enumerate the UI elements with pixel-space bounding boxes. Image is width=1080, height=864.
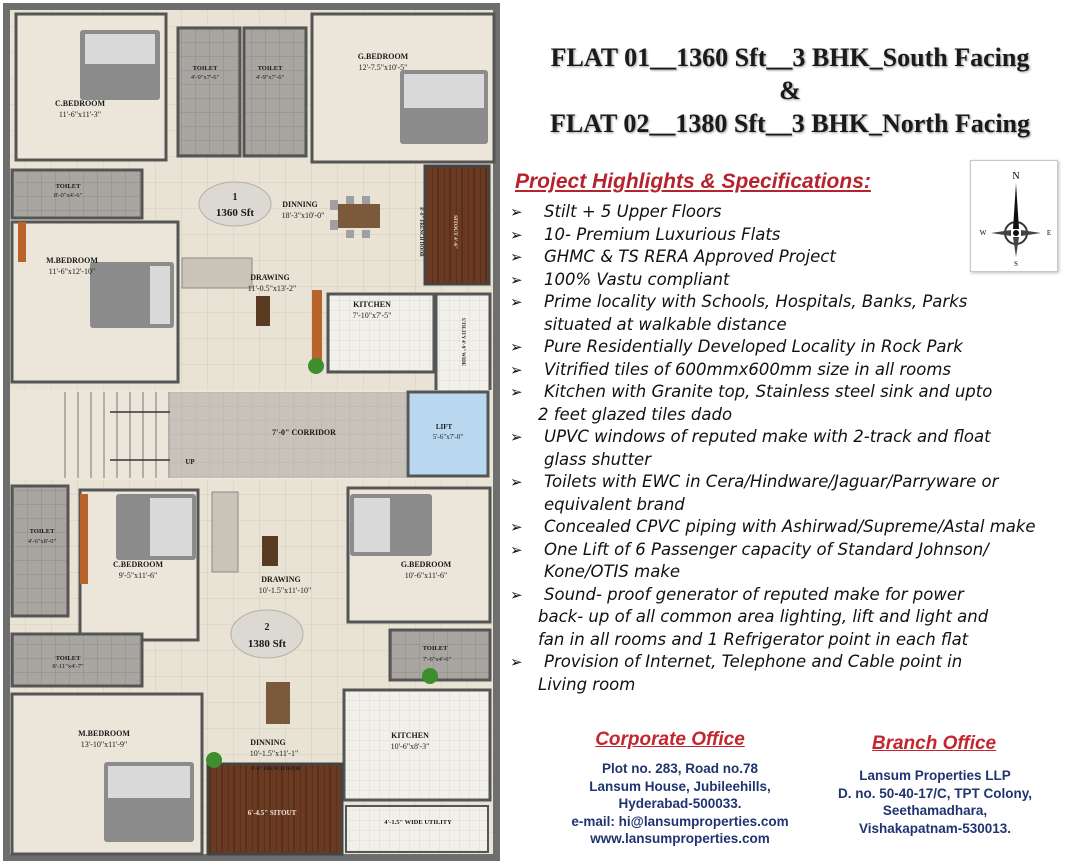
room-label: UTILITY 4'-9" WIDE bbox=[460, 317, 465, 367]
room-label: C.BEDROOM bbox=[55, 99, 105, 108]
room-size: 7'-6"x4'-6" bbox=[422, 656, 452, 663]
bullet-arrow-icon: ➢ bbox=[510, 383, 523, 401]
highlight-line: situated at walkable distance bbox=[544, 314, 787, 334]
door-label: 8'-0" FRENCH DOOR bbox=[251, 767, 301, 772]
highlight-item bbox=[510, 291, 1075, 336]
highlight-line: back- up of all common area lighting, lift and light and bbox=[538, 607, 989, 626]
highlight-line: glass shutter bbox=[544, 449, 651, 469]
room-size: 9'-5"x11'-6" bbox=[118, 571, 158, 580]
flat1-number: 1 bbox=[232, 192, 238, 203]
room-label: KITCHEN bbox=[353, 300, 391, 309]
flat02-title: FLAT 02__1380 Sft__3 BHK_North Facing bbox=[549, 109, 1031, 138]
highlight-item bbox=[510, 539, 1075, 584]
room-size: 7'-10"x7'-5" bbox=[352, 311, 392, 320]
highlights-list bbox=[510, 201, 1075, 696]
bullet-arrow-icon: ➢ bbox=[510, 270, 523, 289]
address-line: Plot no. 283, Road no.78 bbox=[601, 761, 759, 776]
corporate-office-address bbox=[540, 760, 820, 848]
room-label: DINNING bbox=[250, 738, 286, 747]
highlight-line: equivalent brand bbox=[544, 494, 685, 514]
highlight-line: Vitrified tiles of 600mmx600mm size in all rooms bbox=[544, 359, 951, 379]
highlight-line: Living room bbox=[538, 674, 636, 694]
title-ampersand: & bbox=[779, 76, 801, 105]
highlight-line: Kitchen with Granite top, Stainless steel sink and upto bbox=[544, 382, 993, 401]
address-line: D. no. 50-40-17/C, TPT Colony, bbox=[837, 785, 1033, 801]
room-label: DINNING bbox=[282, 200, 318, 209]
door-label: 8'-0" FRENCH DOOR bbox=[418, 207, 423, 257]
address-line: www.lansumproperties.com bbox=[590, 831, 770, 846]
address-line: Hyderabad-500033. bbox=[618, 796, 742, 811]
highlight-item bbox=[510, 426, 1075, 471]
highlight-line: Prime locality with Schools, Hospitals, Banks, Parks bbox=[544, 292, 968, 311]
room-label: 7'-0" CORRIDOR bbox=[272, 428, 336, 437]
room-size: 10'-6"x8'-3" bbox=[390, 742, 430, 751]
compass-n: N bbox=[1012, 171, 1020, 182]
highlight-item bbox=[510, 269, 1075, 292]
bullet-arrow-icon: ➢ bbox=[510, 518, 523, 536]
room-label: TOILET bbox=[192, 65, 218, 72]
room-label: TOILET bbox=[55, 655, 81, 662]
compass-w: W bbox=[979, 229, 987, 237]
compass-s: S bbox=[1014, 260, 1018, 268]
room-size: 10'-6"x11'-6" bbox=[404, 571, 448, 580]
room-label: SITOUT 4'-6" bbox=[452, 215, 458, 249]
room-size: 8'-0"x4'-6" bbox=[53, 192, 83, 199]
room-size: 10'-1.5"x11'-10" bbox=[258, 586, 312, 595]
room-label: M.BEDROOM bbox=[78, 729, 130, 738]
highlight-item bbox=[510, 246, 1075, 269]
room-label: TOILET bbox=[55, 183, 81, 190]
bullet-arrow-icon: ➢ bbox=[510, 360, 523, 379]
flat2-area: 1380 Sft bbox=[247, 638, 287, 650]
room-size: 11'-6"x12'-10" bbox=[48, 267, 96, 276]
bullet-arrow-icon: ➢ bbox=[510, 248, 523, 266]
bullet-arrow-icon: ➢ bbox=[510, 473, 523, 491]
branch-office-address bbox=[800, 767, 1070, 837]
address-line: Lansum Properties LLP bbox=[859, 768, 1011, 783]
highlight-item bbox=[510, 651, 1075, 696]
room-size: 8'-11"x4'-7" bbox=[52, 663, 84, 670]
compass-e: E bbox=[1046, 229, 1052, 237]
room-size: 18'-3"x10'-0" bbox=[281, 211, 325, 220]
room-size: 4'-6"x8'-0" bbox=[27, 538, 57, 545]
room-label: DRAWING bbox=[261, 575, 301, 584]
bullet-arrow-icon: ➢ bbox=[510, 540, 523, 559]
room-label: 4'-1.5" WIDE UTILITY bbox=[384, 819, 452, 826]
bullet-arrow-icon: ➢ bbox=[510, 585, 523, 604]
highlight-item bbox=[510, 359, 1075, 382]
highlight-line: Kone/OTIS make bbox=[544, 562, 681, 581]
flat1-area: 1360 Sft bbox=[215, 207, 255, 219]
highlight-item bbox=[510, 224, 1075, 247]
highlight-line: 2 feet glazed tiles dado bbox=[538, 404, 733, 424]
bullet-arrow-icon: ➢ bbox=[510, 293, 523, 311]
highlight-item bbox=[510, 471, 1075, 516]
highlight-line: Stilt + 5 Upper Floors bbox=[544, 202, 722, 221]
room-label: TOILET bbox=[257, 65, 283, 72]
highlight-line: Provision of Internet, Telephone and Cable point in bbox=[544, 652, 963, 671]
bullet-arrow-icon: ➢ bbox=[510, 203, 523, 221]
room-label: KITCHEN bbox=[391, 731, 429, 740]
highlight-line: Pure Residentially Developed Locality in Rock Park bbox=[544, 337, 963, 356]
room-size: 10'-1.5"x11'-1" bbox=[249, 749, 299, 758]
highlight-line: fan in all rooms and 1 Refrigerator point in each flat bbox=[538, 629, 969, 649]
highlight-line: Toilets with EWC in Cera/Hindware/Jaguar/Parryware or bbox=[544, 472, 999, 491]
room-label: UP bbox=[185, 458, 195, 466]
address-line: e-mail: hi@lansumproperties.com bbox=[571, 813, 789, 829]
room-label: M.BEDROOM bbox=[46, 256, 98, 265]
highlight-item bbox=[510, 516, 1075, 539]
highlight-item bbox=[510, 201, 1075, 224]
room-size: 11'-0.5"x13'-2" bbox=[247, 284, 297, 293]
room-size: 13'-10"x11'-9" bbox=[80, 740, 128, 749]
highlight-item bbox=[510, 584, 1075, 652]
bullet-arrow-icon: ➢ bbox=[510, 338, 523, 356]
address-line: Seethamadhara, bbox=[882, 803, 988, 818]
room-label: TOILET bbox=[29, 528, 55, 535]
room-label: G.BEDROOM bbox=[357, 52, 409, 61]
room-size: 5'-6"x7'-0" bbox=[432, 433, 464, 441]
highlight-item bbox=[510, 381, 1075, 426]
floor-plan-drawing bbox=[0, 0, 505, 864]
flat2-number: 2 bbox=[264, 622, 270, 633]
highlight-line: GHMC & TS RERA Approved Project bbox=[544, 247, 836, 266]
room-label: TOILET bbox=[422, 645, 448, 652]
room-label: C.BEDROOM bbox=[113, 560, 163, 569]
highlight-line: Concealed CPVC piping with Ashirwad/Supreme/Astal make bbox=[544, 517, 1036, 536]
bullet-arrow-icon: ➢ bbox=[510, 225, 523, 244]
highlight-item bbox=[510, 336, 1075, 359]
room-label: LIFT bbox=[435, 423, 453, 431]
address-line: Vishakapatnam-530013. bbox=[858, 820, 1012, 836]
address-line: Lansum House, Jubileehills, bbox=[589, 778, 771, 794]
highlight-line: 10- Premium Luxurious Flats bbox=[544, 224, 781, 244]
bullet-arrow-icon: ➢ bbox=[510, 428, 523, 446]
room-size: 4'-9"x7'-6" bbox=[255, 74, 285, 81]
bullet-arrow-icon: ➢ bbox=[510, 653, 523, 671]
highlight-line: Sound- proof generator of reputed make for power bbox=[544, 584, 964, 604]
room-label: G.BEDROOM bbox=[400, 560, 452, 569]
branch-office-heading: Branch Office bbox=[871, 733, 997, 754]
highlight-line: UPVC windows of reputed make with 2-track and float bbox=[544, 427, 991, 446]
room-size: 12'-7.5"x10'-5" bbox=[358, 63, 408, 72]
room-label: 6'-4.5" SITOUT bbox=[247, 809, 297, 817]
highlight-line: 100% Vastu compliant bbox=[544, 269, 730, 289]
highlight-line: One Lift of 6 Passenger capacity of Standard Johnson/ bbox=[544, 539, 989, 559]
flat01-title: FLAT 01__1360 Sft__3 BHK_South Facing bbox=[550, 43, 1030, 72]
room-label: DRAWING bbox=[250, 273, 290, 282]
highlights-heading: Project Highlights & Specifications: bbox=[515, 170, 871, 193]
corporate-office-heading: Corporate Office bbox=[595, 729, 745, 750]
room-size: 11'-6"x11'-3" bbox=[58, 110, 102, 119]
room-size: 4'-9"x7'-6" bbox=[190, 74, 220, 81]
